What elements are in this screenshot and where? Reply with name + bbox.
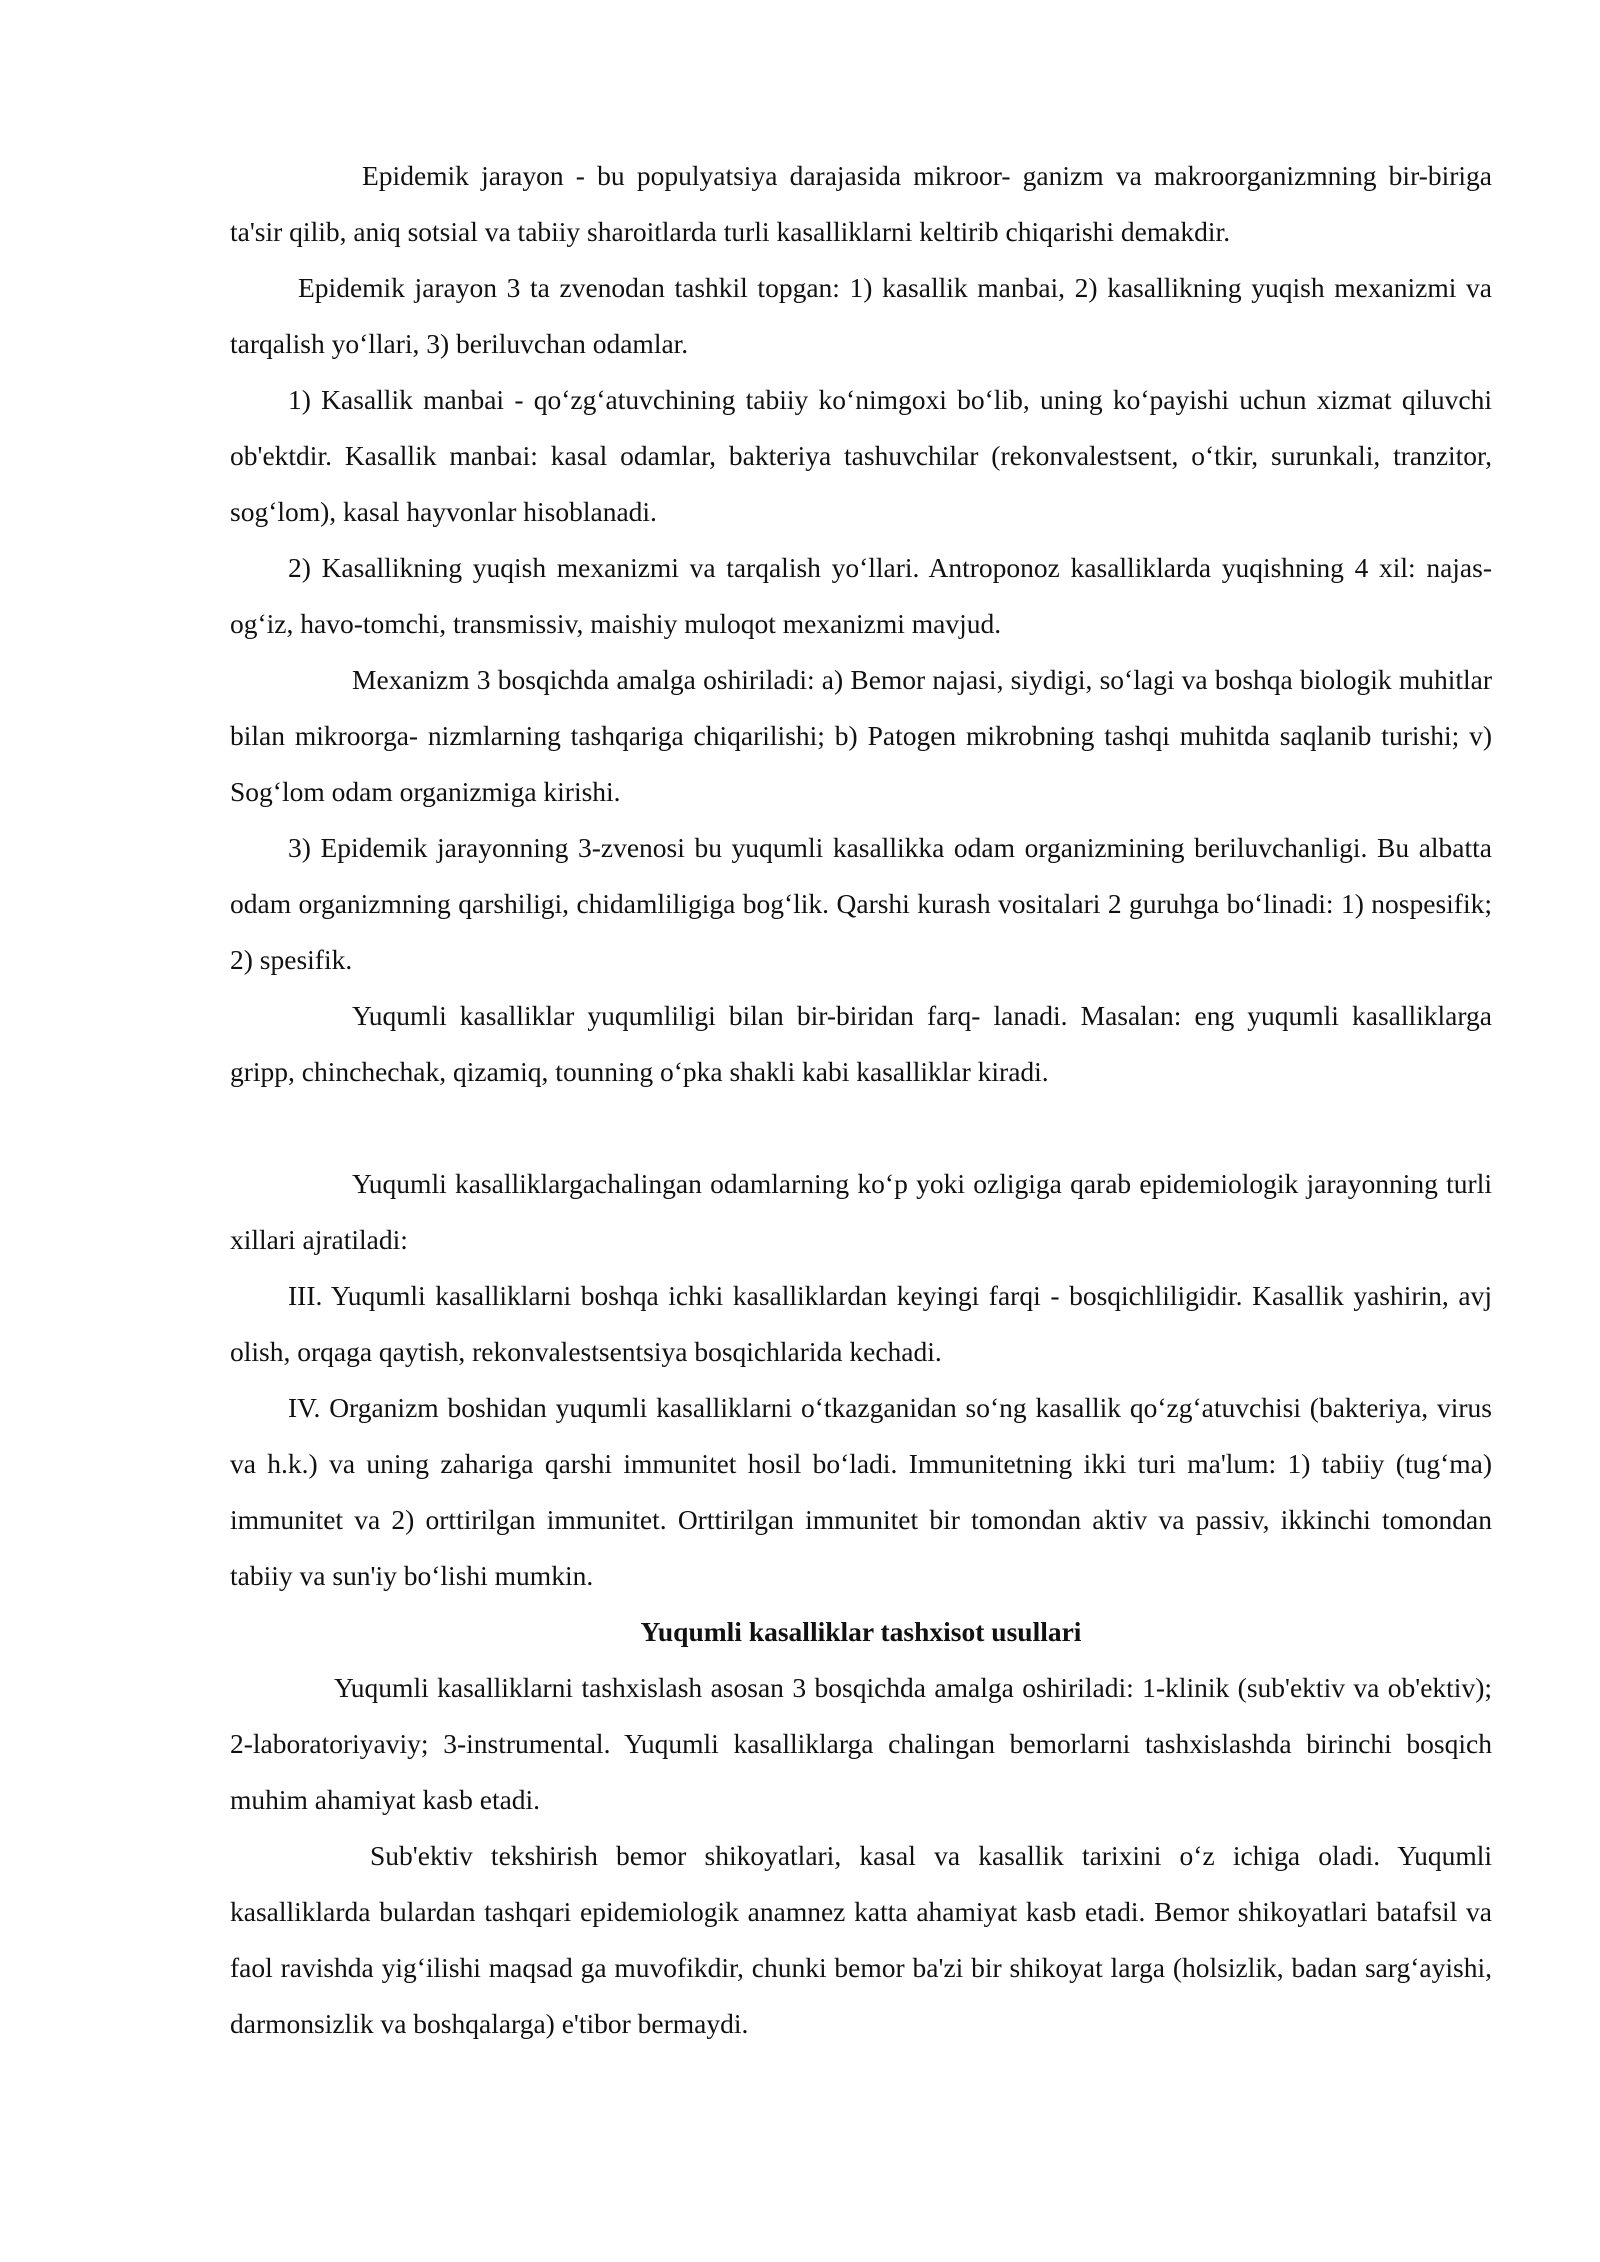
blank-line: [230, 1100, 1492, 1156]
list-item-transmission-mechanism: 2) Kasallikning yuqish mexanizmi va tarqalish yo‘llari. Antroponoz kasalliklarda yuqishning 4 xil: najas-og‘iz, havo-tomchi, transmissiv, maishiy muloqot mexanizmi mavjud.: [230, 552, 1492, 639]
list-item-stages: III. Yuqumli kasalliklarni boshqa ichki kasalliklardan keyingi farqi - bosqichliligidir. Kasallik yashirin, avj olish, orqaga qaytish, rekonvalestsentsiya bosqichlarida kechadi.: [230, 1280, 1492, 1367]
list-item-source-of-infection: 1) Kasallik manbai - qo‘zg‘atuvchining tabiiy ko‘nimgoxi bo‘lib, uning ko‘payishi uchun xizmat qiluvchi ob'ektdir. Kasallik manbai: kasal odamlar, bakteriya tashuvchilar (rekonvalestsent, o‘tkir, surunkali, tranzitor, sog‘lom), kasal hayvonlar hisoblanadi.: [230, 384, 1492, 527]
list-item-susceptibility: 3) Epidemik jarayonning 3-zvenosi bu yuqumli kasallikka odam organizmining beriluvchanligi. Bu albatta odam organizmning qarshiligi, chidamliligiga bog‘lik. Qarshi kurash vositalari 2 guruhga bo‘linadi: 1) nospesifik; 2) spesifik.: [230, 832, 1492, 975]
section-heading-diagnostics: Yuqumli kasalliklar tashxisot usullari: [640, 1616, 1082, 1647]
paragraph-epidemic-forms: Yuqumli kasalliklargachalingan odamlarning ko‘p yoki ozligiga qarab epidemiologik jarayonning turli xillari ajratiladi:: [230, 1168, 1492, 1255]
paragraph-three-links: Epidemik jarayon 3 ta zvenodan tashkil topgan: 1) kasallik manbai, 2) kasallikning yuqish mexanizmi va tarqalish yo‘llari, 3) beriluvchan odamlar.: [230, 272, 1492, 359]
document-page: [230, 148, 1492, 2052]
paragraph-subjective-examination: Sub'ektiv tekshirish bemor shikoyatlari, kasal va kasallik tarixini o‘z ichiga oladi. Yuqumli kasalliklarda bulardan tashqari epidemiologik anamnez katta ahamiyat kasb etadi. Bemor shikoyatlari batafsil va faol ravishda yig‘ilishi maqsad ga muvofikdir, chunki bemor ba'zi bir shikoyat larga (holsizlik, badan sarg‘ayishi, darmonsizlik va boshqalarga) e'tibor bermaydi.: [230, 1840, 1492, 2039]
paragraph-mechanism-stages: Mexanizm 3 bosqichda amalga oshiriladi: a) Bemor najasi, siydigi, so‘lagi va boshqa biologik muhitlar bilan mikroorga- nizmlarning tashqariga chiqarilishi; b) Patogen mikrobning tashqi muhitda saqlanib turishi; v) Sog‘lom odam organizmiga kirishi.: [230, 664, 1492, 807]
list-item-immunity: IV. Organizm boshidan yuqumli kasalliklarni o‘tkazganidan so‘ng kasallik qo‘zg‘atuvchisi (bakteriya, virus va h.k.) va uning zahariga qarshi immunitet hosil bo‘ladi. Immunitetning ikki turi ma'lum: 1) tabiiy (tug‘ma) immunitet va 2) orttirilgan immunitet. Orttirilgan immunitet bir tomondan aktiv va passiv, ikkinchi tomondan tabiiy va sun'iy bo‘lishi mumkin.: [230, 1392, 1492, 1591]
paragraph-epidemic-process-definition: Epidemik jarayon - bu populyatsiya darajasida mikroor- ganizm va makroorganizmning bir-biriga ta'sir qilib, aniq sotsial va tabiiy sharoitlarda turli kasalliklarni keltirib chiqarishi demakdir.: [230, 160, 1492, 247]
paragraph-contagiousness: Yuqumli kasalliklar yuqumliligi bilan bir-biridan farq- lanadi. Masalan: eng yuqumli kasalliklarga gripp, chinchechak, qizamiq, tounning o‘pka shakli kabi kasalliklar kiradi.: [230, 1000, 1492, 1087]
paragraph-diagnosis-stages: Yuqumli kasalliklarni tashxislash asosan 3 bosqichda amalga oshiriladi: 1-klinik (sub'ektiv va ob'ektiv); 2-laboratoriyaviy; 3-instrumental. Yuqumli kasalliklarga chalingan bemorlarni tashxislashda birinchi bosqich muhim ahamiyat kasb etadi.: [230, 1672, 1492, 1815]
